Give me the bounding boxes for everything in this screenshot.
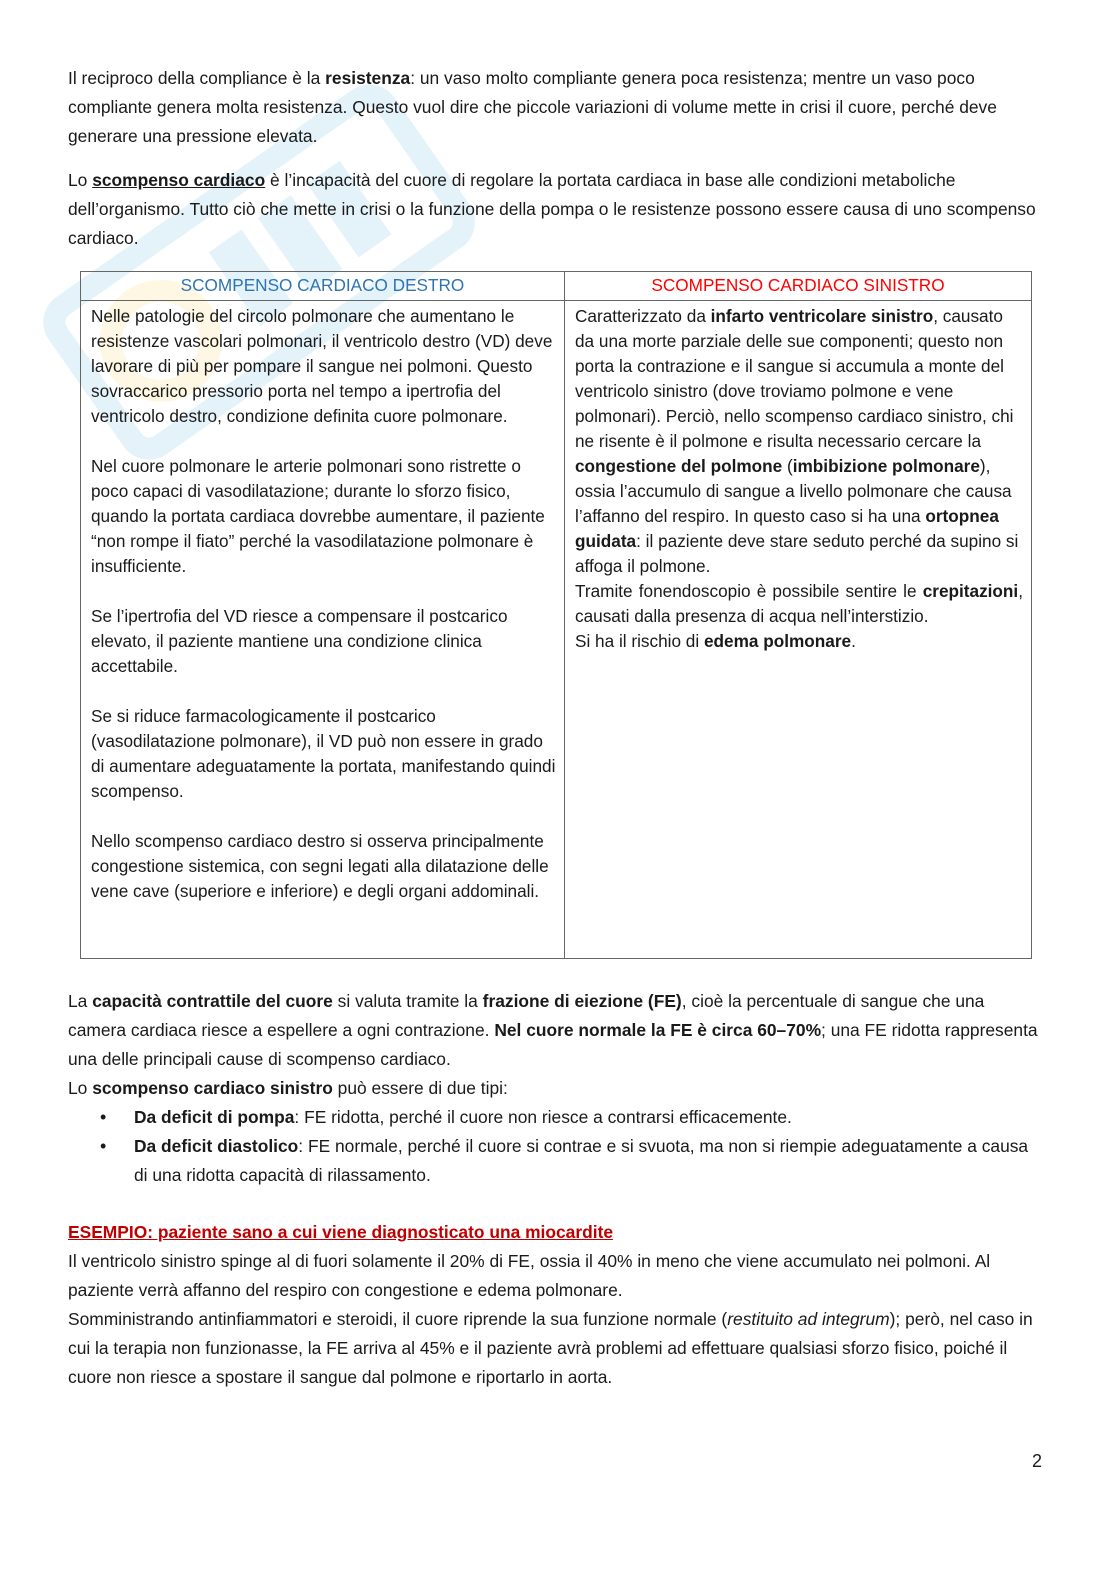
types-list bbox=[68, 1103, 1046, 1190]
comparison-table bbox=[80, 271, 1032, 959]
destro-paragraph: Se si riduce farmacologicamente il postcarico (vasodilatazione polmonare), il VD può non essere in grado di aumentare adeguatamente la portata, manifestando quindi scompenso. bbox=[91, 706, 556, 801]
cell-scompenso-destro bbox=[81, 301, 565, 959]
header-scompenso-destro: SCOMPENSO CARDIACO DESTRO bbox=[81, 272, 565, 301]
destro-paragraph: Nelle patologie del circolo polmonare che aumentano le resistenze vascolari polmonari, il ventricolo destro (VD) deve lavorare di più per pompare il sangue nei polmoni. Questo sovraccarico pressorio porta nel tempo a ipertrofia del ventricolo destro, condizione definita cuore polmonare. bbox=[91, 306, 553, 426]
page-number: 2 bbox=[1031, 1451, 1042, 1471]
sinistro-paragraph: Caratterizzato da infarto ventricolare sinistro, causato da una morte parziale delle sue componenti; questo non porta la contrazione e il sangue si accumula a monte del ventricolo sinistro (dove troviamo polmone e vene polmonari). Perciò, nello scompenso cardiaco sinistro, chi ne risente è il polmone e risulta necessario cercare la congestione del polmone (imbibizione polmonare), ossia l’accumulo di sangue a livello polmonare che causa l’affanno del respiro. In questo caso si ha una ortopnea guidata: il paziente deve stare seduto perché da supino si affoga il polmone. bbox=[575, 306, 1019, 576]
destro-paragraph: Nello scompenso cardiaco destro si osserva principalmente congestione sistemica, con segni legati alla dilatazione delle vene cave (superiore e inferiore) e degli organi addominali. bbox=[91, 831, 549, 901]
sinistro-edema: Si ha il rischio di edema polmonare. bbox=[575, 631, 856, 651]
list-item: • Da deficit diastolico: FE normale, perché il cuore si contrae e si svuota, ma non si riempie adeguatamente a causa di una ridotta capacità di rilassamento. bbox=[134, 1132, 1046, 1190]
intro-paragraph-scompenso: Lo scompenso cardiaco è l’incapacità del cuore di regolare la portata cardiaca in base alle condizioni metaboliche dell’organismo. Tutto ciò che mette in crisi o la funzione della pompa o le resistenze possono essere causa di uno scompenso cardiaco. bbox=[68, 170, 1036, 248]
list-item: • Da deficit di pompa: FE ridotta, perché il cuore non riesce a contrarsi efficacemente. bbox=[134, 1103, 1046, 1132]
cell-scompenso-sinistro bbox=[565, 301, 1032, 959]
example-title: ESEMPIO: paziente sano a cui viene diagnosticato una miocardite bbox=[68, 1222, 614, 1242]
destro-paragraph: Se l’ipertrofia del VD riesce a compensare il postcarico elevato, il paziente mantiene una condizione clinica accettabile. bbox=[91, 606, 508, 676]
types-intro: Lo scompenso cardiaco sinistro può essere di due tipi: bbox=[68, 1078, 508, 1098]
destro-paragraph: Nel cuore polmonare le arterie polmonari sono ristrette o poco capaci di vasodilatazione; durante lo sforzo fisico, quando la portata cardiaca dovrebbe aumentare, il paziente “non rompe il fiato” perché la vasodilatazione polmonare è insufficiente. bbox=[91, 456, 545, 576]
header-scompenso-sinistro: SCOMPENSO CARDIACO SINISTRO bbox=[565, 272, 1032, 301]
intro-paragraph-compliance: Il reciproco della compliance è la resistenza: un vaso molto compliante genera poca resistenza; mentre un vaso poco compliante genera molta resistenza. Questo vuol dire che piccole variazioni di volume mette in crisi il cuore, perché deve generare una pressione elevata. bbox=[68, 68, 997, 146]
document-page bbox=[68, 64, 1046, 1392]
sinistro-crepitazioni: Tramite fonendoscopio è possibile sentire le crepitazioni, causati dalla presenza di acqua nell’interstizio. bbox=[575, 581, 1023, 626]
fe-paragraph: La capacità contrattile del cuore si valuta tramite la frazione di eiezione (FE), cioè la percentuale di sangue che una camera cardiaca riesce a espellere a ogni contrazione. Nel cuore normale la FE è circa 60–70%; una FE ridotta rappresenta una delle principali cause di scompenso cardiaco. bbox=[68, 991, 1038, 1069]
example-paragraph-2: Somministrando antinfiammatori e steroidi, il cuore riprende la sua funzione normale (restituito ad integrum); però, nel caso in cui la terapia non funzionasse, la FE arriva al 45% e il paziente avrà problemi ad effettuare qualsiasi sforzo fisico, poiché il cuore non riesce a spostare il sangue dal polmone e riportarlo in aorta. bbox=[68, 1309, 1033, 1387]
example-paragraph-1: Il ventricolo sinistro spinge al di fuori solamente il 20% di FE, ossia il 40% in meno che viene accumulato nei polmoni. Al paziente verrà affanno del respiro con congestione e edema polmonare. bbox=[68, 1251, 991, 1300]
